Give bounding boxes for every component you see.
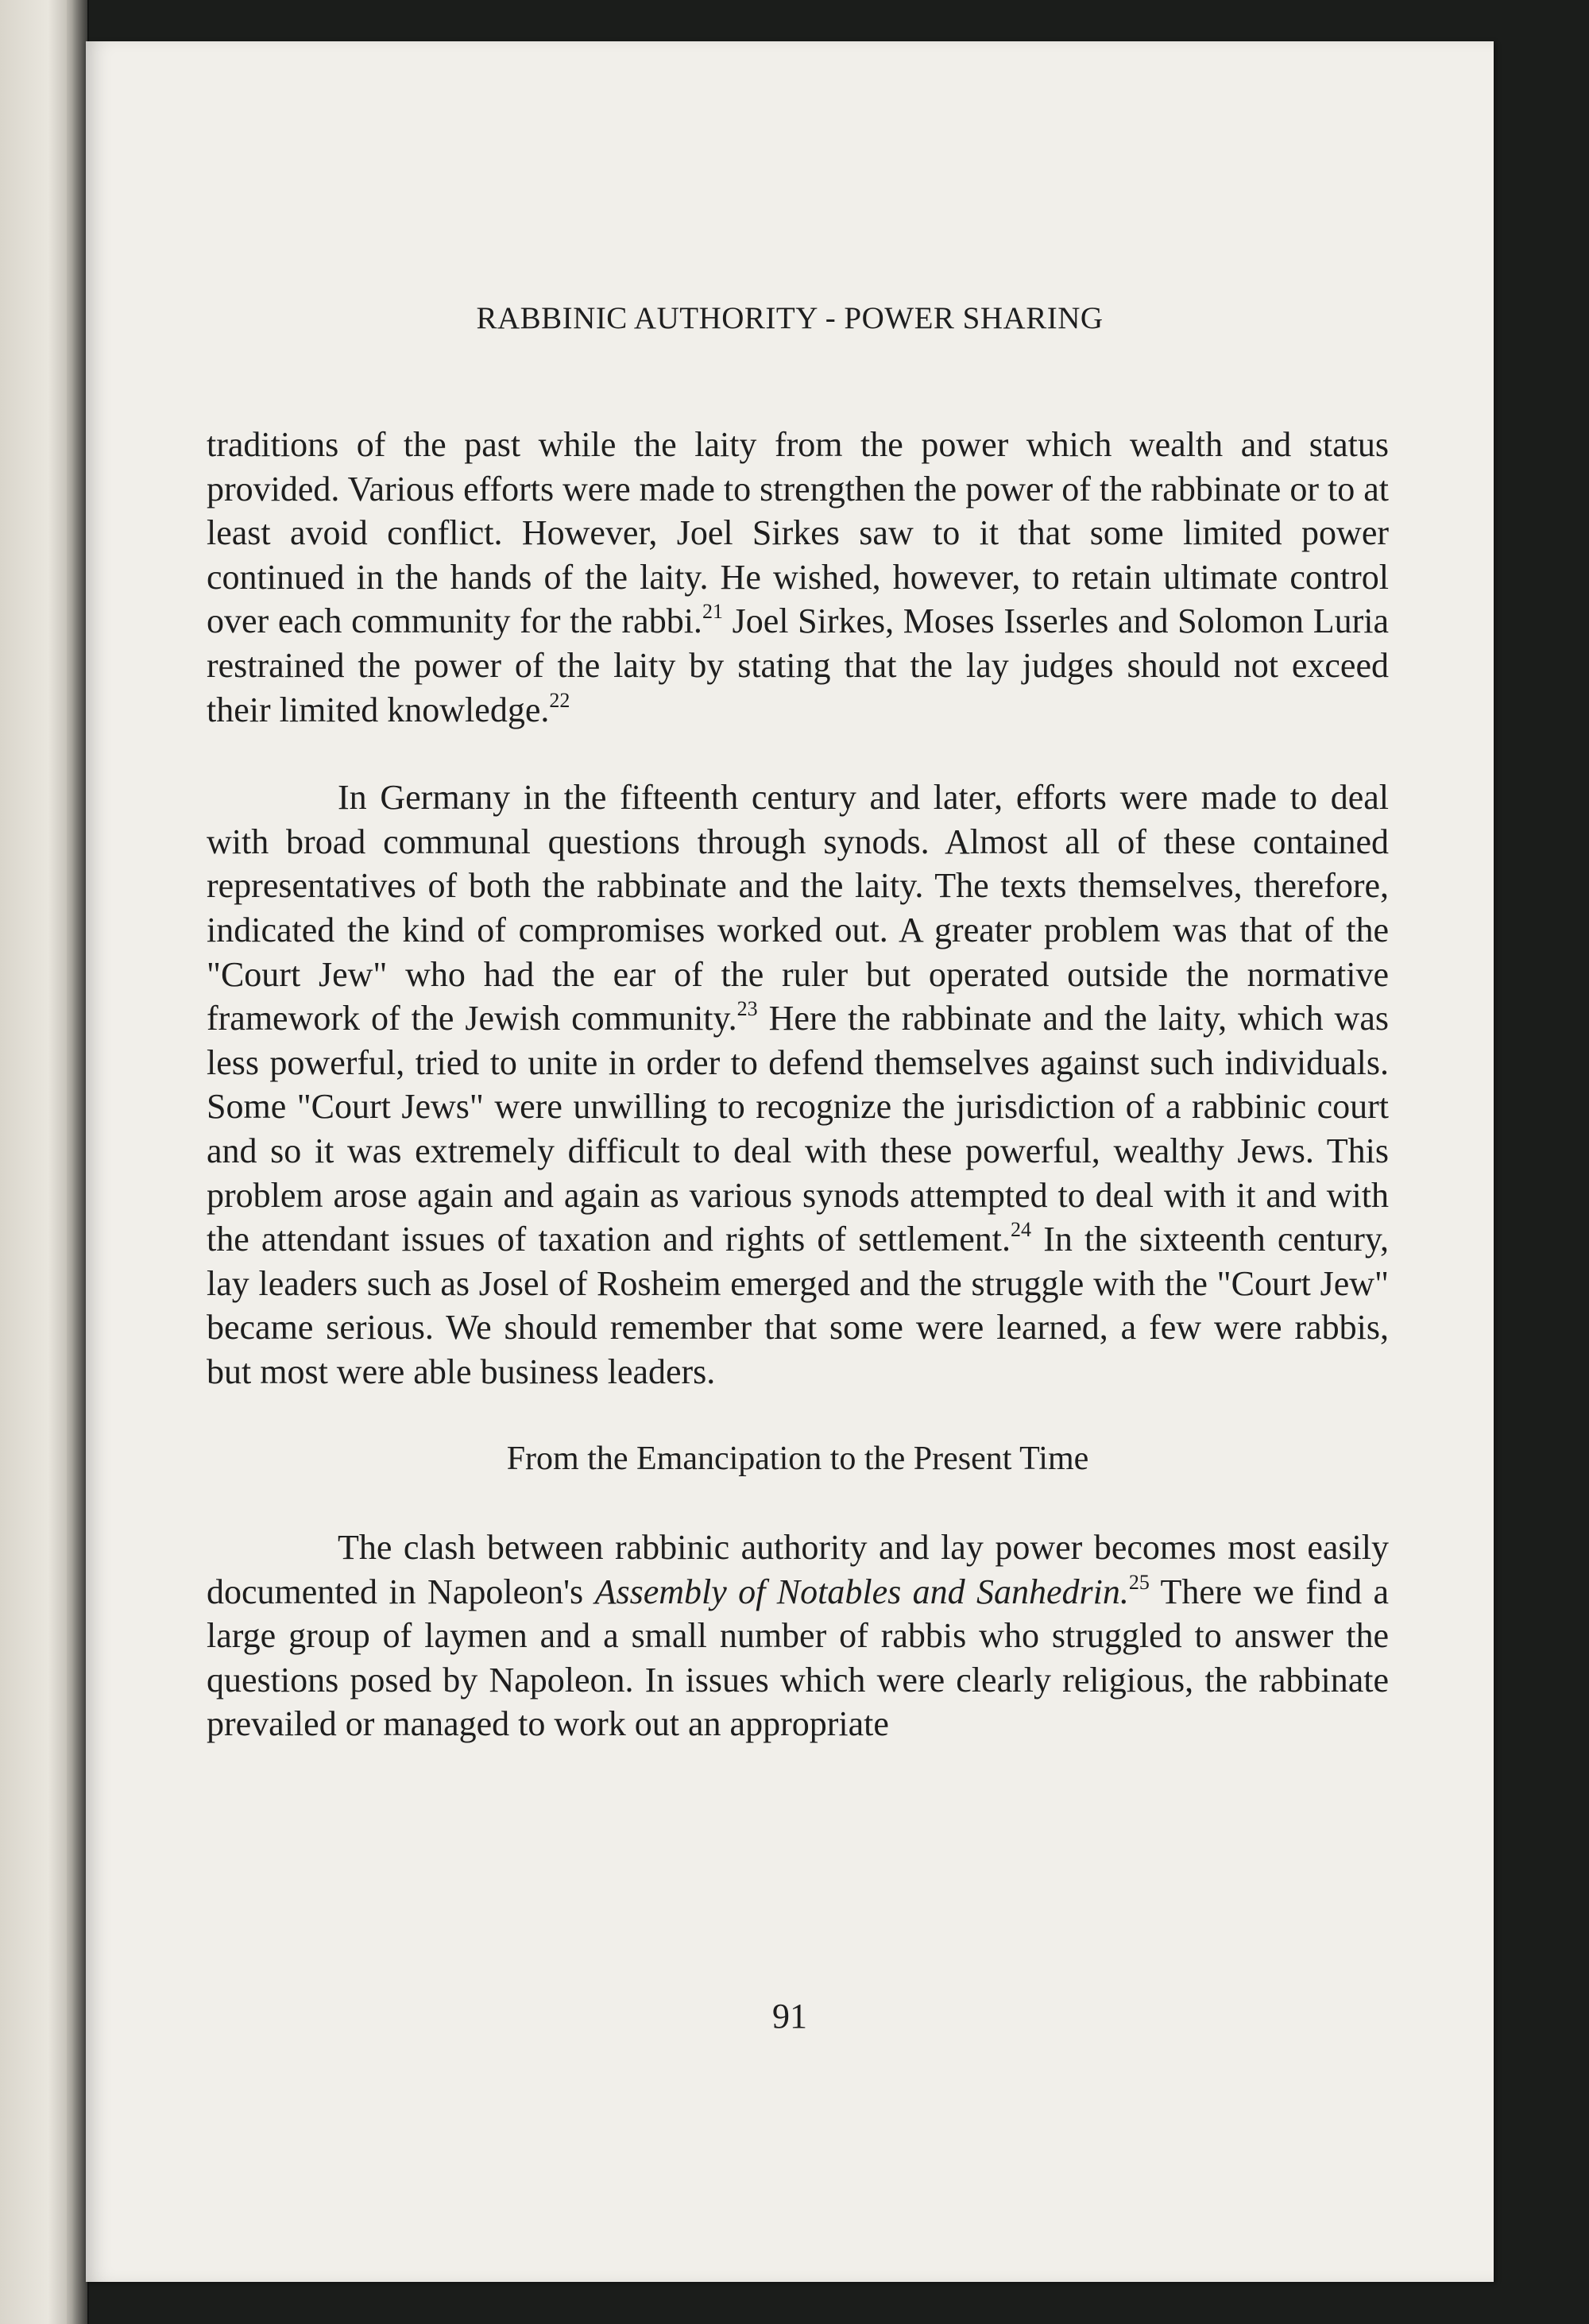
paragraph-1	[207, 423, 1389, 732]
paragraph-gap	[207, 1394, 1389, 1437]
paragraph-1-text-a: traditions of the past while the laity from the power which wealth and status provided. Various efforts were made to strengthen the power of the rabbinate or to at least avoid conflict. However, Joel Sirkes saw to it that some limited power continued in the hands of the laity. He wished, however, to retain ultimate control over each community for the rabbi.	[207, 425, 1389, 641]
footnote-ref-22: 22	[549, 688, 570, 712]
running-header: RABBINIC AUTHORITY - POWER SHARING	[476, 301, 1104, 335]
paragraph-2-text-b: Here the rabbinate and the laity, which was less powerful, tried to unite in order to defend themselves against such individuals. Some "Court Jews" were unwilling to recognize the jurisdiction of a rabbinic court and so it was extremely difficult to deal with these powerful, wealthy Jews. This problem arose again and again as various synods attempted to deal with it and with the attendant issues of taxation and rights of settlement.	[207, 999, 1389, 1259]
paragraph-1-text-b: Joel Sirkes, Moses Isserles and Solomon Luria restrained the power of the laity by stating that the lay judges should not exceed their limited knowledge.	[207, 601, 1389, 729]
paragraph-3-text-a: The clash between rabbinic authority and lay power becomes most easily documented in Napoleon's	[207, 1528, 1389, 1611]
footnote-ref-21: 21	[702, 600, 723, 624]
body-text	[207, 423, 1389, 1746]
footnote-ref-24: 24	[1011, 1218, 1032, 1242]
paragraph-2-text-a: In Germany in the fifteenth century and later, efforts were made to deal with broad communal questions through synods. Almost all of these contained representatives of both the rabbinate and the laity. The texts themselves, therefore, indicated the kind of compromises worked out. A greater problem was that of the "Court Jew" who had the ear of the ruler but operated outside the normative framework of the Jewish community.	[207, 778, 1389, 1038]
page-number: 91	[772, 1997, 807, 2036]
book-title-italic: Assembly of Notables and Sanhedrin.	[594, 1572, 1129, 1611]
paragraph-2-text-c: In the sixteenth century, lay leaders such as Josel of Rosheim emerged and the struggle with the "Court Jew" became serious. We should remember that some were learned, a few were rabbis, but most were able business leaders.	[207, 1220, 1390, 1391]
paragraph-gap	[207, 732, 1389, 775]
paragraph-3-text-b: There we find a large group of laymen and a small number of rabbis who struggled to answer the questions posed by Napoleon. In issues which were clearly religious, the rabbinate prevailed or managed to work out an appropriate	[207, 1572, 1390, 1744]
book-page	[86, 41, 1494, 2282]
paragraph-3	[207, 1525, 1389, 1746]
section-heading: From the Emancipation to the Present Time	[506, 1440, 1089, 1478]
footnote-ref-23: 23	[737, 997, 758, 1021]
footnote-ref-25: 25	[1128, 1570, 1150, 1594]
paragraph-gap	[207, 1482, 1389, 1525]
paragraph-2	[207, 775, 1389, 1394]
